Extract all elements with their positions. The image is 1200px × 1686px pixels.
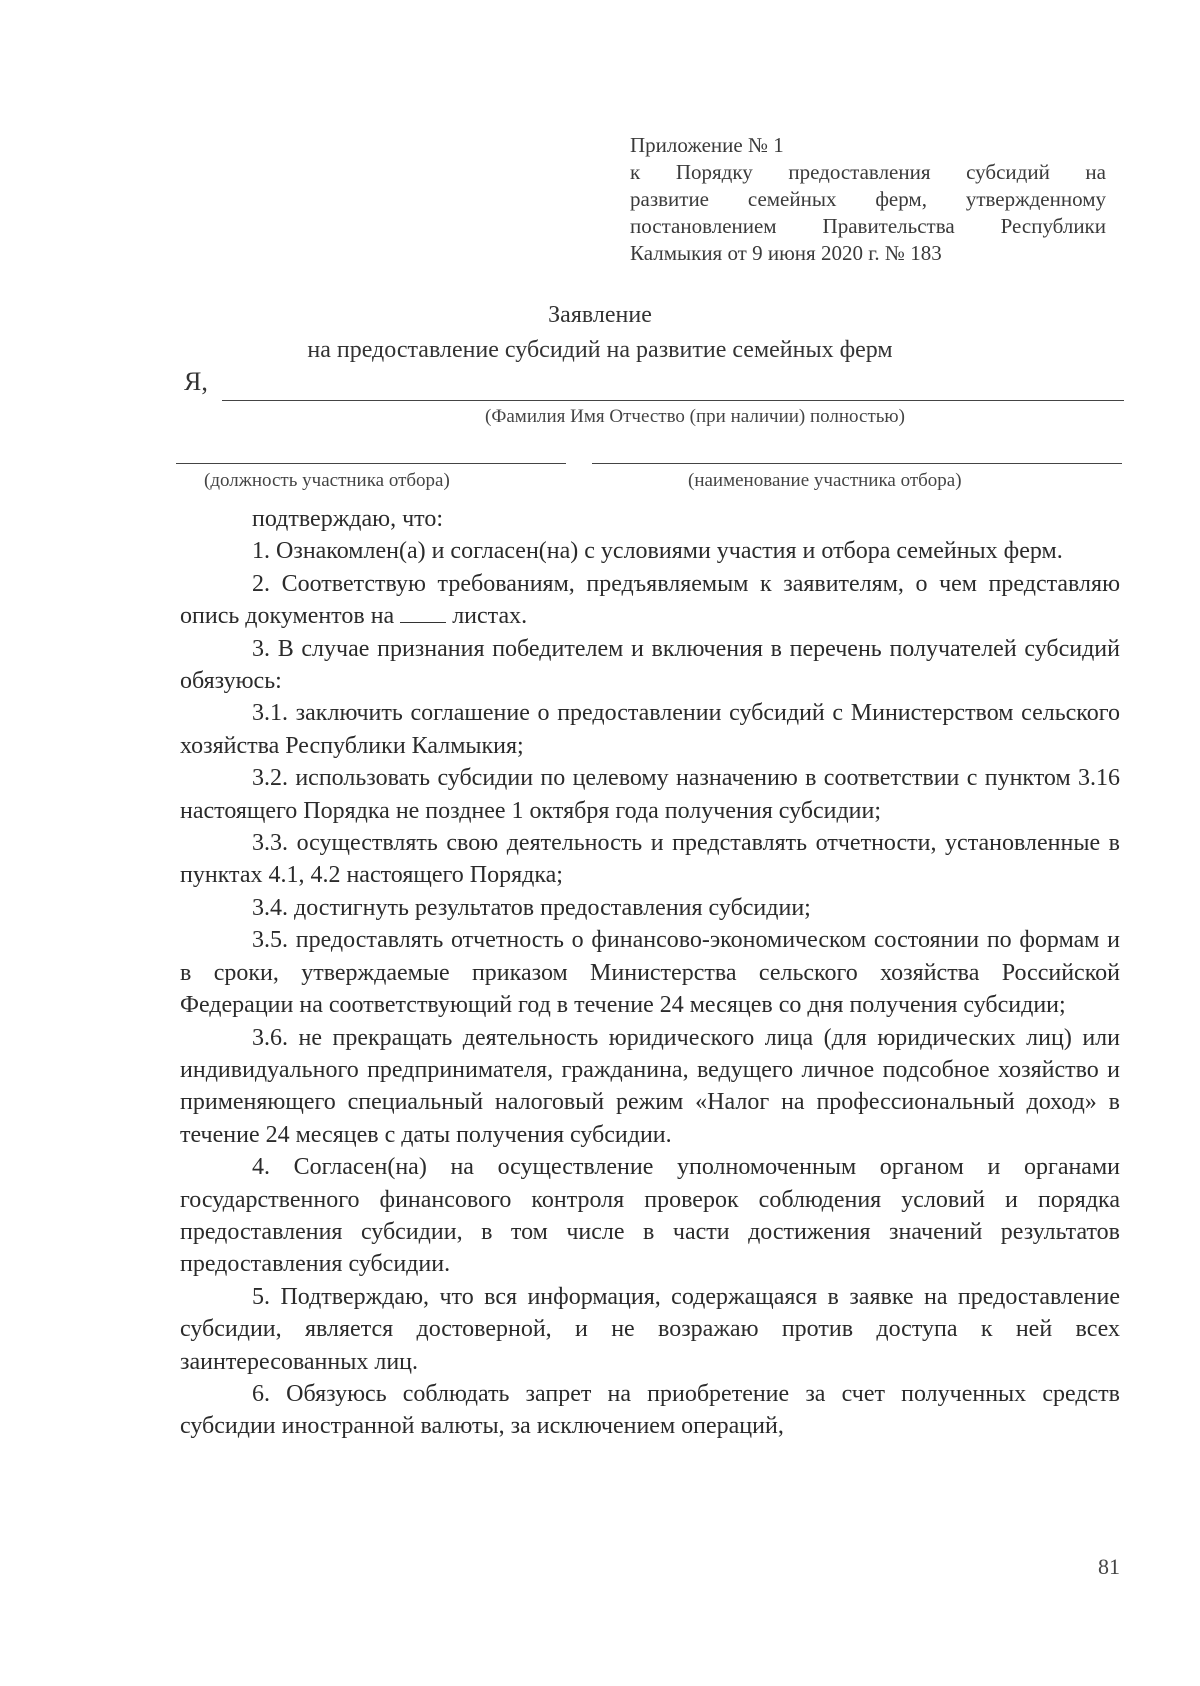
appendix-line: Приложение № 1 <box>630 133 784 157</box>
paragraph-3-1: 3.1. заключить соглашение о предоставлении субсидий с Министерством сельского хозяйства Республики Калмыкия; <box>180 700 1120 759</box>
name-caption: (наименование участника отбора) <box>688 470 962 491</box>
name-fill-line <box>592 463 1122 464</box>
paragraph-6: 6. Обязуюсь соблюдать запрет на приобретение за счет полученных средств субсидии иностранной валюты, за исключением операций, <box>180 1380 1120 1440</box>
appendix-line: постановлением Правительства Республики <box>630 214 1106 238</box>
paragraph-3-3: 3.3. осуществлять свою деятельность и представлять отчетности, установленные в пунктах 4.1, 4.2 настоящего Порядка; <box>180 830 1120 889</box>
sheets-count-blank <box>400 602 446 623</box>
document-title: Заявление <box>548 302 652 328</box>
confirm-line: подтверждаю, что: <box>252 506 443 532</box>
position-fill-line <box>176 463 566 464</box>
position-caption: (должность участника отбора) <box>204 470 450 491</box>
paragraph-2-text: 2. Соответствую требованиям, предъявляемым к заявителям, о чем представляю опись документов на <box>180 570 1120 630</box>
appendix-line: развитие семейных ферм, утвержденному <box>630 187 1106 211</box>
applicant-prefix: Я, <box>184 367 208 396</box>
paragraph-3-4: 3.4. достигнуть результатов предоставления субсидии; <box>252 894 811 921</box>
paragraph-5: 5. Подтверждаю, что вся информация, содержащаяся в заявке на предоставление субсидии, является достоверной, и не возражаю против доступа к ней всех заинтересованных лиц. <box>180 1283 1120 1375</box>
paragraph-3-5: 3.5. предоставлять отчетность о финансово-экономическом состоянии по формам и в сроки, утверждаемые приказом Министерства сельского хозяйства Российской Федерации на соответствующий год в течение 24 месяцев со дня получения субсидии; <box>180 927 1120 1019</box>
paragraph-3-2: 3.2. использовать субсидии по целевому назначению в соответствии с пунктом 3.16 настоящего Порядка не позднее 1 октября года получения субсидии; <box>180 765 1120 824</box>
paragraph-1: 1. Ознакомлен(а) и согласен(на) с условиями участия и отбора семейных ферм. <box>252 538 1063 565</box>
paragraph-2-end: листах. <box>452 603 528 630</box>
document-subtitle: на предоставление субсидий на развитие семейных ферм <box>307 337 893 363</box>
applicant-row <box>184 367 1124 407</box>
paragraph-2 <box>180 568 1120 633</box>
appendix-line: к Порядку предоставления субсидий на <box>630 160 1106 184</box>
paragraph-3: 3. В случае признания победителем и включения в перечень получателей субсидий обязуюсь: <box>180 635 1120 695</box>
document-body <box>180 503 1120 1443</box>
appendix-block <box>630 132 1106 267</box>
appendix-line: Калмыкия от 9 июня 2020 г. № 183 <box>630 241 942 265</box>
paragraph-3-6: 3.6. не прекращать деятельность юридического лица (для юридических лиц) или индивидуального предпринимателя, гражданина, ведущего личное подсобное хозяйство и применяющего специальный налоговый режим «Налог на профессиональный доход» в течение 24 месяцев с даты получения субсидии. <box>180 1024 1120 1148</box>
fio-caption: (Фамилия Имя Отчество (при наличии) полностью) <box>485 406 905 427</box>
page-number: 81 <box>1098 1554 1120 1579</box>
paragraph-4: 4. Согласен(на) на осуществление уполномоченным органом и органами государственного финансового контроля проверок соблюдения условий и порядка предоставления субсидии, в том числе в части достижения значений результатов предоставления субсидии. <box>180 1154 1120 1278</box>
fio-fill-line <box>222 400 1124 401</box>
